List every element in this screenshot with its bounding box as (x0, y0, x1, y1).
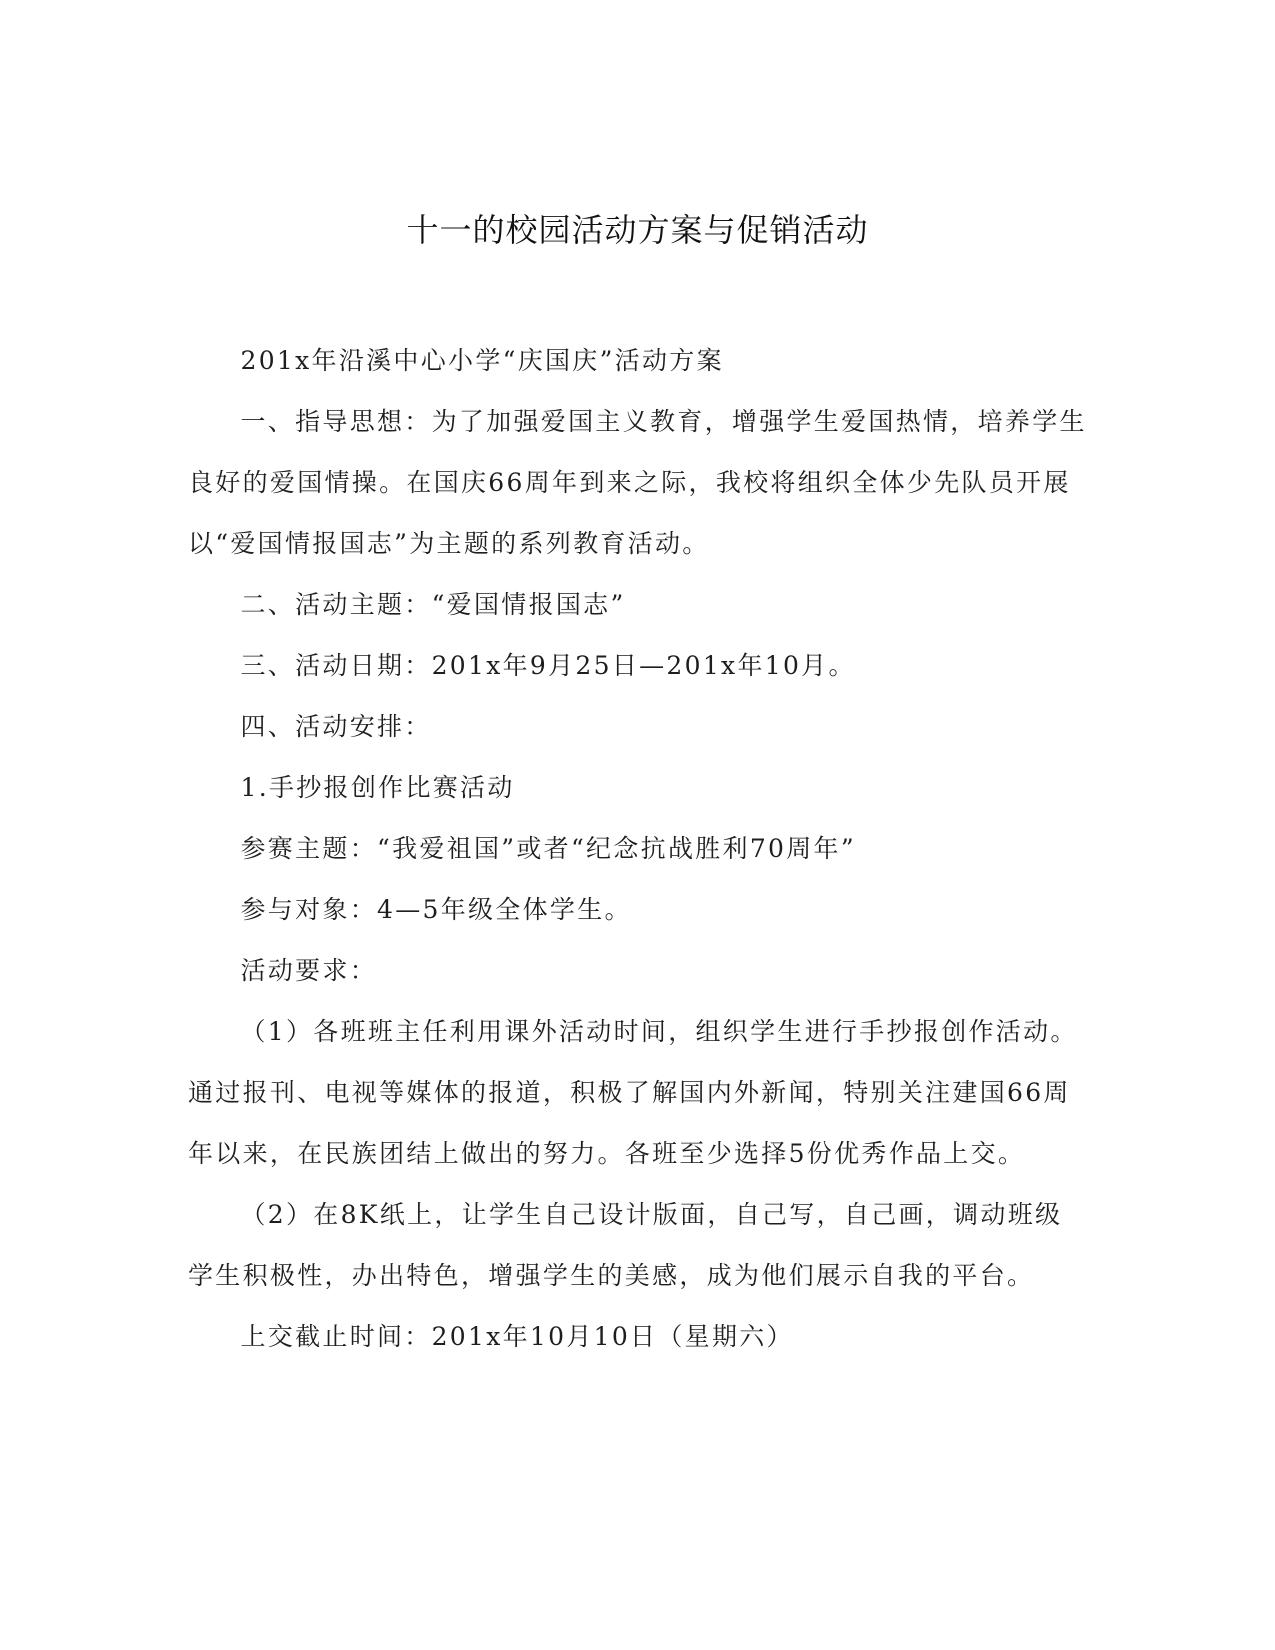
document-title: 十一的校园活动方案与促销活动 (406, 211, 869, 249)
paragraph-requirement-1: （1）各班班主任利用课外活动时间，组织学生进行手抄报创作活动。通过报刊、电视等媒体的报道，积极了解国内外新闻，特别关注建国66周年以来，在民族团结上做出的努力。各班至少选择5份优秀作品上交。 (188, 1017, 1078, 1168)
paragraph-contest-theme: 参赛主题：“我爱祖国”或者“纪念抗战胜利70周年” (240, 834, 856, 863)
paragraph-contest-title: 1.手抄报创作比赛活动 (240, 773, 515, 802)
paragraph-activity-dates: 三、活动日期：201x年9月25日—201x年10月。 (240, 651, 856, 680)
paragraph-requirement-2: （2）在8K纸上，让学生自己设计版面，自己写，自己画，调动班级学生积极性，办出特色，增强学生的美感，成为他们展示自我的平台。 (188, 1200, 1063, 1290)
paragraph-participants: 参与对象：4—5年级全体学生。 (240, 895, 632, 924)
paragraph-activity-theme: 二、活动主题：“爱国情报国志” (240, 590, 626, 619)
paragraph-requirements-heading: 活动要求： (240, 956, 378, 985)
document-body (188, 330, 1088, 1367)
paragraph-plan-heading: 201x年沿溪中心小学“庆国庆”活动方案 (240, 346, 724, 375)
paragraph-activity-arrangement: 四、活动安排： (240, 712, 432, 741)
paragraph-deadline: 上交截止时间：201x年10月10日（星期六） (240, 1322, 794, 1351)
paragraph-guiding-ideology: 一、指导思想：为了加强爱国主义教育，增强学生爱国热情，培养学生良好的爱国情操。在国庆66周年到来之际，我校将组织全体少先队员开展以“爱国情报国志”为主题的系列教育活动。 (188, 407, 1087, 558)
